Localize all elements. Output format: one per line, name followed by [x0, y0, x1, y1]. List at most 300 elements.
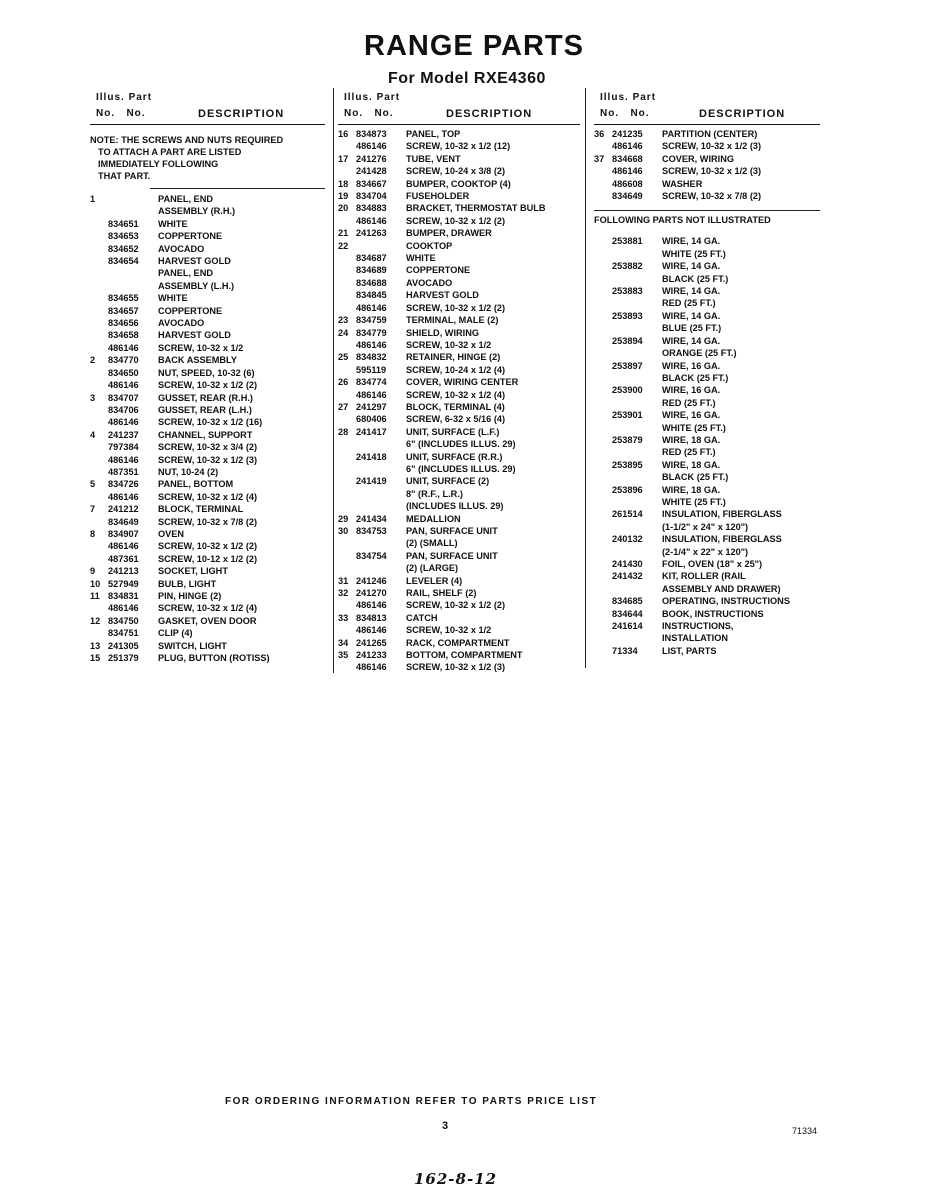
part-number: 241237: [108, 429, 139, 440]
part-number: 486146: [356, 339, 387, 350]
part-description: WASHER: [662, 178, 703, 189]
illus-number: [594, 583, 612, 595]
part-row: [90, 466, 325, 478]
part-row: [594, 372, 820, 384]
part-description: LEVELER (4): [406, 575, 463, 586]
part-number: 834753: [356, 526, 387, 536]
part-row: [594, 384, 820, 396]
part-row: [594, 397, 820, 409]
part-description: RED (25 FT.): [662, 447, 716, 458]
part-number: 241270: [356, 588, 387, 599]
part-description: WIRE, 18 GA.: [662, 459, 721, 470]
parts-column-3: [594, 90, 820, 657]
part-description: SHIELD, WIRING: [406, 327, 479, 338]
part-row: [594, 335, 820, 347]
part-description: SCREW, 10-24 x 1/2 (4): [406, 364, 506, 375]
illus-number: [594, 471, 612, 483]
description-header: DESCRIPTION: [198, 108, 285, 120]
part-description: BLUE (25 FT.): [662, 323, 722, 334]
footer-note: FOR ORDERING INFORMATION REFER TO PARTS PRICE LIST: [225, 1096, 598, 1107]
handwritten-note: 162-8-12: [414, 1170, 498, 1188]
part-row: [594, 558, 820, 570]
part-number: 834813: [356, 612, 387, 623]
illus-number: 12: [90, 615, 101, 626]
part-row: [338, 178, 580, 190]
note-line: NOTE: THE SCREWS AND NUTS REQUIRED: [90, 135, 284, 145]
illus-number: [90, 516, 108, 528]
illus-number: [338, 289, 356, 301]
part-description: SCREW, 10-32 x 1/2 (2): [406, 302, 506, 313]
illus-number: [90, 602, 108, 614]
part-description: SCREW, 10-32 x 1/2 (4): [158, 491, 258, 502]
part-row: [594, 322, 820, 334]
part-row: [90, 317, 325, 329]
part-number: 834685: [612, 596, 643, 607]
part-description: BOOK, INSTRUCTIONS: [662, 608, 764, 619]
part-number: 486146: [356, 141, 387, 152]
illus-number: 11: [90, 591, 100, 601]
part-description: SCREW, 10-32 x 1/2 (2): [158, 380, 258, 391]
part-description: AVOCADO: [406, 277, 453, 288]
part-description: PAN, SURFACE UNIT: [406, 550, 498, 561]
part-row: [90, 516, 325, 528]
part-row: [338, 537, 580, 549]
part-number: 834656: [108, 318, 139, 329]
illus-number: [594, 384, 612, 396]
part-number: [108, 267, 158, 279]
part-number: 834831: [108, 591, 139, 601]
part-description: SOCKET, LIGHT: [158, 566, 228, 577]
part-row: [90, 416, 325, 428]
part-number: 253882: [612, 261, 643, 272]
illus-number: [594, 446, 612, 458]
illus-number: [338, 215, 356, 227]
part-row: [594, 248, 820, 260]
part-row: [594, 471, 820, 483]
part-row: [594, 508, 820, 520]
illus-number: 33: [338, 612, 349, 623]
part-description: SCREW, 10-32 x 1/2 (4): [406, 389, 506, 400]
part-description: BULB, LIGHT: [158, 578, 217, 589]
column-header: [594, 90, 820, 128]
part-row: [90, 193, 325, 205]
part-description: WHITE (25 FT.): [662, 422, 726, 433]
description-header: DESCRIPTION: [446, 108, 533, 120]
part-number: 241434: [356, 513, 387, 524]
part-number: 241265: [356, 637, 387, 648]
part-description: ASSEMBLY AND DRAWER): [662, 583, 781, 594]
part-description: WIRE, 16 GA.: [662, 385, 721, 396]
illus-number: [90, 627, 108, 639]
document-code: 71334: [792, 1126, 818, 1136]
part-row: [594, 140, 820, 152]
part-number: 241419: [356, 476, 387, 487]
part-description: PANEL, TOP: [406, 129, 461, 139]
part-description: WHITE: [158, 293, 188, 304]
part-number: 834845: [356, 290, 387, 301]
part-number: [612, 471, 662, 483]
illus-number: [594, 273, 612, 285]
illus-number: 30: [338, 526, 349, 536]
part-description: RED (25 FT.): [662, 298, 716, 309]
page-number: 3: [442, 1120, 449, 1132]
part-description: COPPERTONE: [158, 231, 223, 242]
note-block: [90, 134, 325, 190]
part-row: [338, 153, 580, 165]
part-row: [594, 422, 820, 434]
part-row: [594, 260, 820, 272]
part-number: 253883: [612, 286, 643, 297]
part-number: 834654: [108, 256, 139, 267]
part-row: [338, 451, 580, 463]
part-description: SCREW, 6-32 x 5/16 (4): [406, 414, 506, 425]
parts-column-2: [338, 90, 580, 674]
part-description: (2) (SMALL): [406, 538, 458, 549]
illus-number: [338, 277, 356, 289]
illus-number: 3: [90, 392, 96, 403]
part-row: [90, 478, 325, 490]
part-row: [594, 360, 820, 372]
illus-number: [594, 409, 612, 421]
illus-number: [594, 546, 612, 558]
illus-number: [594, 335, 612, 347]
part-row: [338, 637, 580, 649]
part-number: 241432: [612, 571, 643, 582]
part-description: TUBE, VENT: [406, 153, 461, 164]
illus-number: [338, 537, 356, 549]
note-line: THAT PART.: [98, 171, 151, 181]
part-description: PANEL, BOTTOM: [158, 479, 234, 490]
part-number: 486608: [612, 178, 643, 189]
part-description: COVER, WIRING: [662, 153, 734, 164]
illus-number: [90, 205, 108, 217]
part-number: 834687: [356, 253, 387, 264]
note-line: IMMEDIATELY FOLLOWING: [98, 159, 219, 169]
part-number: 834832: [356, 352, 387, 363]
part-number: 486146: [108, 541, 139, 552]
part-number: 253879: [612, 434, 643, 445]
part-description: RETAINER, HINGE (2): [406, 352, 501, 363]
part-row: [594, 434, 820, 446]
part-row: [594, 484, 820, 496]
part-description: COPPERTONE: [406, 265, 471, 276]
part-description: SCREW, 10-32 x 1/2: [158, 342, 244, 353]
illus-number: [594, 248, 612, 260]
illus-number: [338, 264, 356, 276]
part-row: [594, 608, 820, 620]
part-description: INSULATION, FIBERGLASS: [662, 534, 782, 545]
part-row: [90, 392, 325, 404]
illus-number: [594, 434, 612, 446]
part-number: 261514: [612, 509, 643, 520]
part-row: [90, 255, 325, 267]
part-description: UNIT, SURFACE (R.R.): [406, 451, 503, 462]
part-number: 253901: [612, 410, 643, 421]
part-row: [338, 314, 580, 326]
part-number: 486146: [356, 302, 387, 313]
part-row: [338, 612, 580, 624]
illus-number: [90, 317, 108, 329]
part-row: [90, 578, 325, 590]
illus-number: 5: [90, 479, 96, 490]
illus-number: [594, 484, 612, 496]
part-number: [108, 280, 158, 292]
part-row: [90, 528, 325, 540]
illus-number: 25: [338, 352, 349, 363]
part-row: [90, 602, 325, 614]
illus-number: [594, 235, 612, 247]
illus-header: Illus. Part: [344, 92, 401, 103]
illus-number: [90, 367, 108, 379]
part-row: [338, 376, 580, 388]
part-description: SWITCH, LIGHT: [158, 640, 227, 651]
part-number: 241233: [356, 650, 387, 661]
description-header: DESCRIPTION: [699, 108, 786, 120]
illus-number: [90, 329, 108, 341]
part-number: 486146: [356, 215, 387, 226]
part-number: 486146: [612, 141, 643, 152]
illus-number: 27: [338, 401, 349, 412]
part-description: COPPERTONE: [158, 305, 223, 316]
part-description: SCREW, 10-32 x 1/2 (3): [158, 454, 258, 465]
part-number: 834750: [108, 615, 139, 626]
part-number: 834883: [356, 203, 387, 214]
part-description: WIRE, 16 GA.: [662, 360, 721, 371]
part-row: [338, 525, 580, 537]
part-description: SCREW, 10-32 x 1/2 (4): [158, 603, 258, 614]
part-number: [356, 463, 406, 475]
part-number: 241430: [612, 559, 643, 569]
part-number: 834644: [612, 608, 643, 619]
header-rule: [338, 124, 580, 125]
part-number: 253896: [612, 484, 643, 495]
part-description: UNIT, SURFACE (L.F.): [406, 426, 500, 437]
column-header: [338, 90, 580, 128]
illus-number: 8: [90, 528, 96, 539]
illus-number: [338, 389, 356, 401]
illus-number: [338, 451, 356, 463]
part-row: [338, 401, 580, 413]
part-number: 486146: [108, 603, 139, 614]
part-row: [338, 140, 580, 152]
part-description: SCREW, 10-32 x 1/2: [406, 339, 492, 350]
part-description: SCREW, 10-32 x 1/2 (12): [406, 141, 511, 152]
part-description: (2) (LARGE): [406, 563, 459, 574]
part-row: [338, 575, 580, 587]
part-row: [90, 553, 325, 565]
part-row: [90, 454, 325, 466]
part-number: 241263: [356, 228, 387, 239]
illus-number: [90, 404, 108, 416]
part-number: 241276: [356, 153, 387, 164]
part-number: 486146: [356, 389, 387, 400]
part-number: 251379: [108, 653, 139, 664]
part-row: [338, 426, 580, 438]
part-description: GASKET, OVEN DOOR: [158, 615, 257, 626]
part-number: 834751: [108, 628, 139, 639]
part-description: SCREW, 10-32 x 1/2 (2): [406, 600, 506, 611]
part-row: [90, 615, 325, 627]
no-header: No. No.: [600, 108, 650, 119]
illus-number: 36: [594, 129, 605, 139]
part-row: [594, 459, 820, 471]
illus-number: [90, 267, 108, 279]
part-number: 241297: [356, 401, 387, 412]
part-description: BLACK (25 FT.): [662, 273, 729, 284]
no-header: No. No.: [96, 108, 146, 119]
part-number: 834689: [356, 265, 387, 276]
part-description: SCREW, 10-32 x 1/2 (2): [406, 215, 506, 226]
part-description: WHITE (25 FT.): [662, 248, 726, 259]
part-row: [338, 550, 580, 562]
part-row: [338, 128, 580, 140]
part-number: 834779: [356, 327, 387, 338]
part-number: 253893: [612, 310, 643, 321]
part-description: SCREW, 10-12 x 1/2 (2): [158, 553, 258, 564]
part-number: 487361: [108, 553, 139, 564]
part-number: [356, 562, 406, 574]
part-description: LIST, PARTS: [662, 645, 717, 656]
illus-number: [594, 459, 612, 471]
part-row: [594, 446, 820, 458]
part-row: [90, 491, 325, 503]
illus-number: [90, 416, 108, 428]
illus-number: 13: [90, 640, 101, 651]
part-row: [90, 367, 325, 379]
part-row: [338, 463, 580, 475]
part-row: [338, 364, 580, 376]
illus-header: Illus. Part: [96, 92, 153, 103]
illus-number: [594, 533, 612, 545]
part-row: [90, 292, 325, 304]
part-row: [338, 624, 580, 636]
part-description: WIRE, 18 GA.: [662, 434, 721, 445]
part-number: [612, 521, 662, 533]
part-number: [612, 372, 662, 384]
illus-number: 22: [338, 240, 349, 251]
illus-number: 18: [338, 178, 349, 189]
part-number: 486146: [108, 380, 139, 391]
illus-number: [594, 397, 612, 409]
part-description: WHITE (25 FT.): [662, 496, 726, 507]
illus-number: [594, 496, 612, 508]
illus-number: [338, 302, 356, 314]
part-number: 834658: [108, 330, 139, 341]
header-rule: [90, 124, 325, 125]
part-row: [90, 267, 325, 279]
part-description: FUSEHOLDER: [406, 191, 470, 202]
illus-number: [90, 379, 108, 391]
part-number: [612, 546, 662, 558]
illus-number: [594, 360, 612, 372]
illus-number: 16: [338, 129, 349, 139]
part-description: ORANGE (25 FT.): [662, 348, 737, 359]
part-description: RED (25 FT.): [662, 397, 716, 408]
part-description: BOTTOM, COMPARTMENT: [406, 650, 523, 661]
part-description: FOIL, OVEN (18" x 25"): [662, 559, 763, 569]
illus-number: [338, 165, 356, 177]
illus-number: 34: [338, 637, 349, 648]
part-number: [612, 632, 662, 644]
part-description: TERMINAL, MALE (2): [406, 315, 499, 326]
part-description: HARVEST GOLD: [158, 256, 231, 267]
part-description: WIRE, 14 GA.: [662, 310, 721, 321]
part-description: AVOCADO: [158, 243, 205, 254]
part-description: AVOCADO: [158, 318, 205, 329]
illus-number: [90, 230, 108, 242]
part-description: 6" (INCLUDES ILLUS. 29): [406, 463, 516, 474]
part-description: HARVEST GOLD: [158, 330, 231, 341]
part-row: [90, 243, 325, 255]
part-description: HARVEST GOLD: [406, 290, 479, 301]
part-row: [90, 404, 325, 416]
part-description: PANEL, END: [158, 194, 213, 204]
part-description: PIN, HINGE (2): [158, 591, 222, 601]
illus-number: [338, 140, 356, 152]
part-number: 241428: [356, 166, 387, 177]
illus-number: 29: [338, 513, 349, 524]
part-row: [90, 565, 325, 577]
illus-number: 24: [338, 327, 349, 338]
illus-number: [594, 190, 612, 202]
illus-number: [338, 500, 356, 512]
part-description: SCREW, 10-32 x 3/4 (2): [158, 442, 258, 453]
part-number: 486146: [356, 625, 387, 636]
part-number: 253900: [612, 385, 643, 396]
part-number: 834649: [108, 516, 139, 527]
part-description: (2-1/4" x 22" x 120"): [662, 546, 749, 557]
part-row: [90, 503, 325, 515]
part-description: BLOCK, TERMINAL (4): [406, 401, 505, 412]
illus-number: [594, 620, 612, 632]
illus-number: 2: [90, 355, 96, 366]
illus-number: [338, 475, 356, 487]
part-row: [338, 351, 580, 363]
part-description: PLUG, BUTTON (ROTISS): [158, 653, 270, 664]
part-row: [594, 297, 820, 309]
section-rule: [594, 210, 820, 211]
part-number: 241246: [356, 575, 387, 586]
part-number: [612, 446, 662, 458]
not-illustrated-heading: FOLLOWING PARTS NOT ILLUSTRATED: [594, 215, 771, 226]
parts-list: [594, 128, 820, 202]
part-number: 834907: [108, 528, 139, 539]
part-row: [594, 583, 820, 595]
part-row: [338, 190, 580, 202]
part-number: 241213: [108, 566, 139, 577]
part-number: [108, 193, 158, 205]
part-number: 241235: [612, 129, 643, 139]
illus-number: 1: [90, 194, 96, 204]
no-header: No. No.: [344, 108, 394, 119]
part-description: RACK, COMPARTMENT: [406, 637, 510, 648]
illus-number: [594, 570, 612, 582]
part-row: [338, 240, 580, 252]
part-row: [594, 570, 820, 582]
part-description: (INCLUDES ILLUS. 29): [406, 501, 504, 512]
illus-number: 23: [338, 315, 349, 326]
part-row: [90, 218, 325, 230]
part-number: 486146: [108, 342, 139, 353]
part-number: [612, 273, 662, 285]
part-number: 241212: [108, 504, 139, 515]
part-row: [90, 342, 325, 354]
illus-number: [90, 292, 108, 304]
part-row: [90, 305, 325, 317]
note-rule: [150, 188, 325, 189]
part-description: SCREW, 10-32 x 1/2 (3): [662, 166, 762, 177]
illus-number: [594, 260, 612, 272]
